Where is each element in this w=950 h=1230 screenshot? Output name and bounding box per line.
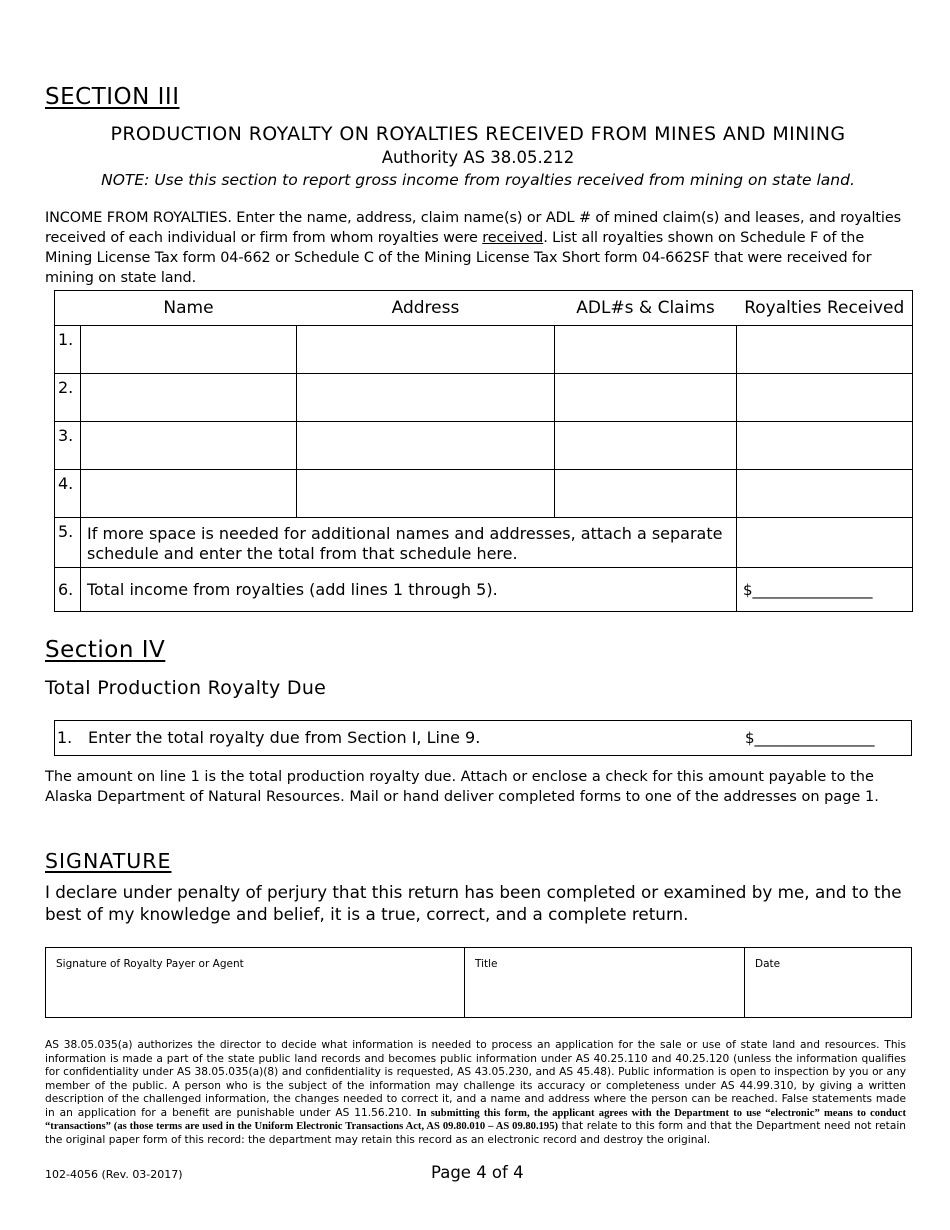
column-header-name: Name [163,298,214,318]
name-cell[interactable] [81,470,297,518]
row-number: 1. [55,326,81,374]
table-header-row [55,291,913,326]
privacy-notice-text-c: that relate to this form and that the Department need not retain the original paper form of this record: the department may retain this record as an electronic record and destroy the original. [45,1120,906,1146]
section-3-note: NOTE: Use this section to report gross income from royalties received from mining on state land. [101,171,855,189]
line-6-row [55,568,913,612]
privacy-notice-text-a: AS 38.05.035(a) authorizes the director to decide what information is needed to process an application for the sale or use of state land and resources. This information is made a part of the state public land records and becomes public information under AS 40.25.110 and 40.25.120 (unless the information qualifies for confidentiality under AS 38.05.035(a)(8) and confidentiality is requested, AS 43.05.230, and AS 45.48). Public information is open to inspection by you or any member of the public. A person who is the subject of the information may challenge its accuracy or completeness under AS 44.99.310, by giving a written description of the challenged information, the changes needed to correct it, and a name and address where the person can be reached. False statements made in an application for a benefit are punishable under AS 11.56.210. [45,1039,906,1119]
adl-claims-cell[interactable] [555,470,737,518]
instructions-lead: INCOME FROM ROYALTIES. [45,210,232,226]
column-header-royalties-received: Royalties Received [744,298,905,318]
row-number: 3. [55,422,81,470]
page-number: Page 4 of 4 [431,1163,524,1182]
royalties-cell[interactable] [737,374,913,422]
date-field[interactable] [745,948,911,1017]
line-6-text: Total income from royalties (add lines 1 through 5). [81,568,737,612]
royalty-income-instructions [45,208,911,288]
privacy-notice [45,1039,906,1147]
title-field[interactable] [465,948,745,1017]
row-number: 6. [55,568,81,612]
section-3-title: PRODUCTION ROYALTY ON ROYALTIES RECEIVED FROM MINES AND MINING [110,123,846,145]
column-header-address: Address [391,298,460,318]
name-cell[interactable] [81,422,297,470]
section-4-instructions: The amount on line 1 is the total production royalty due. Attach or enclose a check for this amount payable to the Alaska Department of Natural Resources. Mail or hand deliver completed forms to one of the addresses on page 1. [45,769,879,805]
row-number: 4. [55,470,81,518]
table-row [55,374,913,422]
royalties-table [54,290,913,612]
signature-block [45,947,912,1018]
total-royalty-due-field[interactable]: $________________ [745,729,875,747]
column-header-adl-claims: ADL#s & Claims [576,298,715,318]
line-number: 1. [57,728,73,747]
address-cell[interactable] [297,374,555,422]
address-cell[interactable] [297,326,555,374]
table-row [55,422,913,470]
address-cell[interactable] [297,470,555,518]
table-row [55,326,913,374]
line-5-amount-cell[interactable] [737,518,913,568]
section-4-title: Total Production Royalty Due [45,677,327,699]
line-5-row [55,518,913,568]
royalties-cell[interactable] [737,422,913,470]
date-field-label: Date [755,958,781,970]
signature-field-label: Signature of Royalty Payer or Agent [56,958,244,970]
name-cell[interactable] [81,326,297,374]
section-3-authority: Authority AS 38.05.212 [381,148,575,167]
address-cell[interactable] [297,422,555,470]
line-5-text: If more space is needed for additional names and addresses, attach a separate schedule and enter the total from that schedule here. [81,518,737,568]
privacy-notice-bold: In submitting this form, the applicant agrees with the Department to use “electronic” means to conduct “transactions” (as those terms are used in the Uniform Electronic Transactions Act, AS 09.80.010 – AS 09.80.195) [45,1107,907,1132]
adl-claims-cell[interactable] [555,326,737,374]
adl-claims-cell[interactable] [555,422,737,470]
line-1-text: Enter the total royalty due from Section I, Line 9. [88,728,481,747]
adl-claims-cell[interactable] [555,374,737,422]
line-6-amount-field[interactable]: $________________ [737,568,913,612]
section-4-line-1-box [54,720,912,756]
instructions-text-a: Enter the name, address, claim name(s) or ADL # of mined claim(s) and leases, and royalties received of each individual or firm from whom royalties were [45,210,901,246]
royalties-cell[interactable] [737,470,913,518]
row-number: 5. [55,518,81,568]
form-id: 102-4056 (Rev. 03-2017) [45,1168,183,1181]
signature-declaration: I declare under penalty of perjury that this return has been completed or examined by me, and to the best of my knowledge and belief, it is a true, correct, and a complete return. [45,882,902,924]
signature-field[interactable] [46,948,465,1017]
instructions-underlined: received [482,230,544,246]
table-row [55,470,913,518]
signature-heading: SIGNATURE [45,849,172,873]
instructions-text-b: . List all royalties shown on Schedule F of the Mining License Tax form 04-662 or Schedule C of the Mining License Tax Short form 04-662SF that were received for mining on state land. [45,230,872,286]
row-number: 2. [55,374,81,422]
title-field-label: Title [475,958,498,970]
name-cell[interactable] [81,374,297,422]
royalties-cell[interactable] [737,326,913,374]
section-3-heading: SECTION III [45,84,180,110]
section-4-heading: Section IV [45,637,166,663]
